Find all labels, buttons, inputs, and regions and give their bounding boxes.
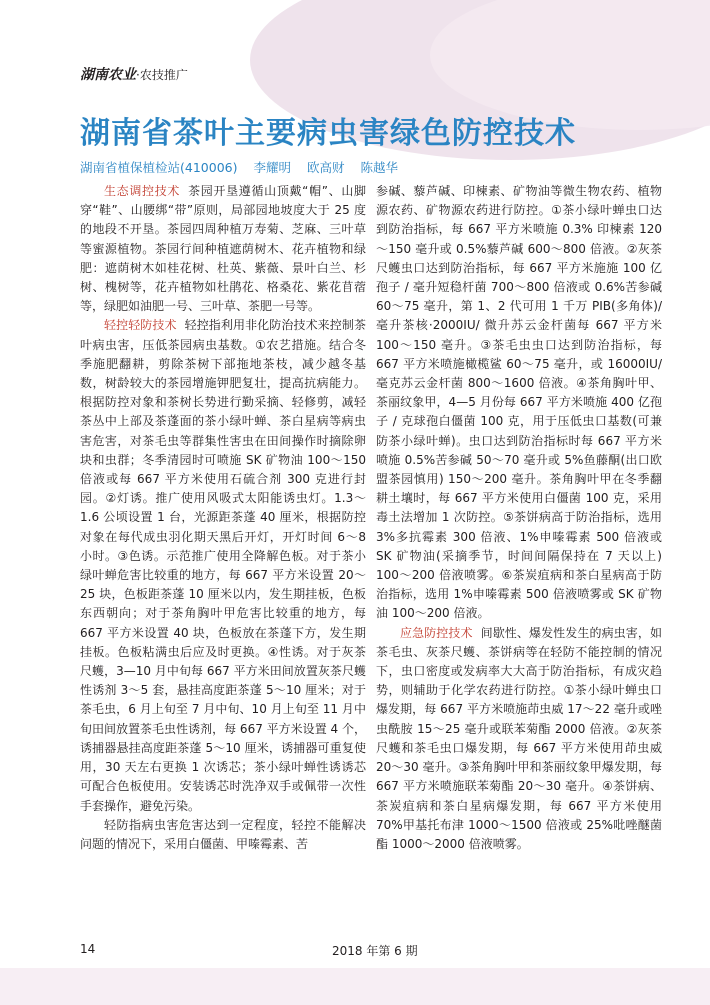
journal-brand: 湖南农业 <box>80 67 136 83</box>
issue-label: 2018 年第 6 期 <box>332 944 418 958</box>
paragraph-text: 间歇性、爆发性发生的病虫害，如茶毛虫、灰茶尺蠖、茶饼病等在轻防不能控制的情况下，虫口密度或发病率大大高于防治指标，有成灾趋势，则辅助于化学农药进行防控。①茶小绿叶蝉虫口爆发期，每 667 平方米喷施茚虫威 17～22 毫升或唑虫酰胺 15～25 毫升或联苯菊酯 2000 倍液。②灰茶尺蠖和茶毛虫口爆发期，每 667 平方米使用茚虫威 20～30 毫升。③茶角胸叶甲和茶丽纹象甲爆发期，每 667 平方米喷施联苯菊酯 20～30 毫升。④茶饼病、茶炭疽病和茶白星病爆发期，每 667 平方米使用 70%甲基托布津 1000～1500 倍液或 25%吡唑醚菌酯 1000～2000 倍液喷雾。 <box>376 625 662 851</box>
paragraph <box>80 316 366 815</box>
right-column <box>376 182 662 854</box>
footer-band <box>0 968 710 1005</box>
section-heading: 轻控轻防技术 <box>104 318 177 333</box>
paragraph-text: 轻防指病虫害危害达到一定程度，轻控不能解决问题的情况下，采用白僵菌、甲嗪霉素、苦 <box>80 817 366 851</box>
section-label: ·农技推广 <box>136 68 188 82</box>
author-name: 李耀明 <box>253 160 291 175</box>
paragraph-text: 茶园开垦遵循山顶戴“帽”、山脚穿“鞋”、山腰绑“带”原则，局部园地坡度大于 25 度的地段不开垦。茶园四周种植万寿菊、芝麻、三叶草等蜜源植物。茶园行间种植遮荫树木、花卉植物和绿肥：遮荫树木如桂花树、杜英、紫薇、景叶白兰、杉树、槐树等，花卉植物如杜鹃花、格桑花、紫花苜蓿等，绿肥如油肥一号、三叶草、茶肥一号等。 <box>80 184 366 314</box>
affiliation: 湖南省植保植检站(410006) <box>80 160 238 175</box>
section-heading: 应急防控技术 <box>400 625 473 640</box>
section-heading: 生态调控技术 <box>104 184 181 198</box>
author-name: 欧高财 <box>306 160 345 175</box>
author-line <box>80 158 680 176</box>
paragraph-text: 轻控指利用非化防治技术来控制茶叶病虫害，压低茶园病虫基数。①农艺措施。结合冬季施肥翻耕，剪除茶树下部拖地茶枝，减少越冬基数，树龄较大的茶园增施钾肥复壮，提高抗病能力。根据防控对象和茶树长势进行勤采摘、轻修剪，减轻茶丛中上部及茶蓬面的茶小绿叶蝉、茶白星病等病虫害危害，对茶毛虫等群集性害虫在田间操作时摘除卵块和虫群；冬季清园时可喷施 SK 矿物油 100～150 倍液或每 667 平方米使用石硫合剂 300 克进行封园。②灯诱。推广使用风吸式太阳能诱虫灯。1.3～1.6 公顷设置 1 台，光源距茶蓬 40 厘米，根据防控对象在每代成虫羽化期天黑后开灯，开灯时间 6～8 小时。③色诱。示范推广使用全降解色板。对于茶小绿叶蝉危害比较重的地方，每 667 平方米设置 20～25 块，色板距茶蓬 10 厘米以内，发生期挂板，色板东西朝向；对于茶角胸叶甲危害比较重的地方，每 667 平方米设置 40 块，色板放在茶蓬下方，发生期挂板。色板粘满虫后应及时更换。④性诱。对于灰茶尺蠖，3—10 月中旬每 667 平方米田间放置灰茶尺蠖性诱剂 3～5 套，悬挂高度距茶蓬 5～10 厘米；对于茶毛虫，6 月上旬至 7 月中旬、10 月上旬至 11 月中旬田间放置茶毛虫性诱剂，每 667 平方米设置 4 个，诱捕器悬挂高度距茶蓬 5～10 厘米，诱捕器可重复使用，30 天左右更换 1 次诱芯；茶小绿叶蝉性诱诱芯可配合色板使用。安装诱芯时洗净双手或佩带一次性手套操作，避免污染。 <box>80 318 366 813</box>
masthead <box>80 64 188 84</box>
article-title: 湖南省茶叶主要病虫害绿色防控技术 <box>80 116 576 151</box>
paragraph <box>376 182 662 624</box>
paragraph <box>376 624 662 854</box>
paragraph-text: 参碱、藜芦碱、印楝素、矿物油等微生物农药、植物源农药、矿物源农药进行防控。①茶小绿叶蝉虫口达到防治指标，每 667 平方米喷施 0.3% 印楝素 120～150 毫升或 0.5%藜芦碱 600～800 倍液。②灰茶尺蠖虫口达到防治指标，每 667 平方米施施 100 亿孢子 / 毫升短稳杆菌 700～800 倍液或 0.6%苦参碱 60～75 毫升，第 1、2 代可用 1 千万 PIB(多角体)/ 毫升茶核·2000IU/ 微升苏云金杆菌每 667 平方米 100～150 毫升。③茶毛虫虫口达到防治指标，每 667 平方米喷施橄榄鲨 60～75 毫升，或 16000IU/ 毫克苏云金杆菌 800～1600 倍液。④茶角胸叶甲、茶丽纹象甲，4—5 月份每 667 平方米喷施 400 亿孢子 / 克球孢白僵菌 100 克，用于压低虫口基数(可兼防茶小绿叶蝉)。虫口达到防治指标时每 667 平方米喷施 0.5%苦参碱 50～70 毫升或 5%鱼藤酮(出口欧盟茶园慎用) 150～200 毫升。茶角胸叶甲在冬季翻耕土壤时，每 667 平方米使用白僵菌 100 克，采用毒土法增加 1 次防控。⑤茶饼病高于防治指标，选用 3%多抗霉素 300 倍液、1%申嗪霉素 500 倍液或 SK 矿物油(采摘季节，时间间隔保持在 7 天以上) 100～200 倍液喷雾。⑥茶炭疽病和茶白星病高于防治指标，选用 1%申嗪霉素 500 倍液喷雾或 SK 矿物油 100～200 倍液。 <box>376 184 662 621</box>
paragraph <box>80 816 366 854</box>
paragraph <box>80 182 366 316</box>
left-column <box>80 182 366 854</box>
author-name: 陈越华 <box>360 160 398 175</box>
page-number: 14 <box>80 942 96 956</box>
